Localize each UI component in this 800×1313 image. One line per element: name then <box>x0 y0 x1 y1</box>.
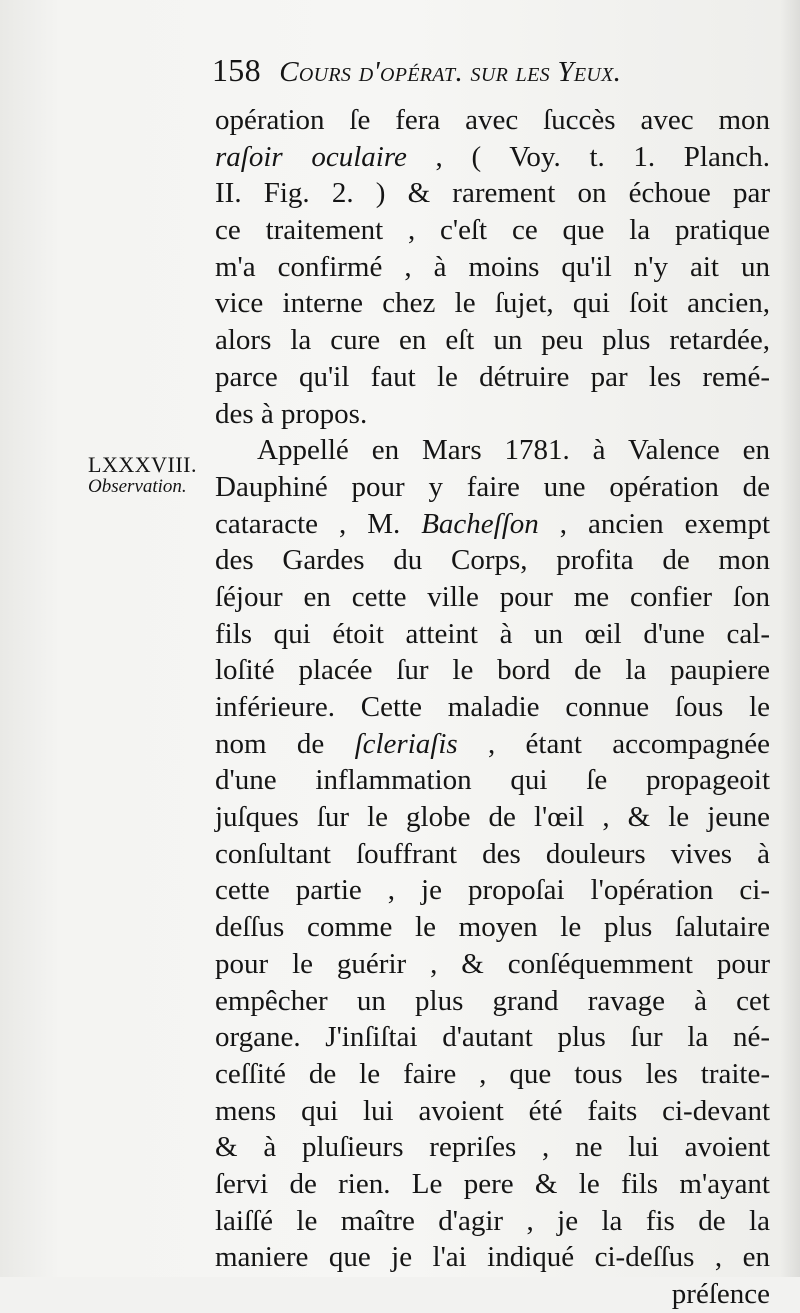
text-segment: empêcher un plus grand ravage à cet <box>215 984 770 1017</box>
text-line <box>215 1056 770 1093</box>
running-header <box>212 52 772 96</box>
italic-term: Bacheſſon <box>421 507 539 540</box>
text-segment: inférieure. Cette maladie connue ſous le <box>215 691 770 723</box>
text-segment: Appellé en Mars 1781. à Valence en <box>257 434 770 467</box>
text-line <box>215 359 770 396</box>
text-segment: ſervi de rien. Le pere & le fils m'ayant <box>215 1167 770 1200</box>
text-line <box>215 469 770 506</box>
observation-label: Observation. <box>88 476 187 497</box>
text-segment: vice interne chez le ſujet, qui ſoit ancien, <box>215 287 770 320</box>
text-line <box>215 689 770 726</box>
text-line <box>215 909 770 946</box>
text-segment: préſence <box>671 1278 770 1310</box>
text-line <box>215 1203 770 1240</box>
text-segment: , étant accompagnée <box>457 727 770 760</box>
page-number: 158 <box>212 52 261 88</box>
text-segment: pour le guérir , & conſéquemment pour <box>215 947 770 980</box>
text-segment: alors la cure en eſt un peu plus retardée, <box>215 324 770 357</box>
text-line <box>215 983 770 1020</box>
text-line <box>215 872 770 909</box>
italic-term: raſoir oculaire <box>215 140 407 173</box>
text-line <box>215 212 770 249</box>
text-line <box>215 1239 770 1276</box>
text-line <box>215 139 770 176</box>
text-segment: nom de <box>215 727 355 760</box>
text-segment: mens qui lui avoient été faits ci-devant <box>215 1094 770 1127</box>
text-segment: & à pluſieurs repriſes , ne lui avoient <box>215 1131 770 1164</box>
text-line <box>215 1019 770 1056</box>
italic-term: ſcleriaſis <box>354 727 458 760</box>
text-line <box>215 396 770 433</box>
text-segment: loſité placée ſur le bord de la paupiere <box>215 654 770 687</box>
text-segment: conſultant ſouffrant des douleurs vives à <box>215 837 770 870</box>
text-line <box>215 432 770 469</box>
text-line <box>215 506 770 543</box>
text-line <box>215 1093 770 1130</box>
text-line <box>215 1129 770 1166</box>
text-line <box>215 726 770 763</box>
text-segment: maniere que je l'ai indiqué ci-deſſus , en <box>215 1241 770 1274</box>
text-line <box>215 1166 770 1203</box>
text-line <box>215 542 770 579</box>
text-segment: fils qui étoit atteint à un œil d'une cal- <box>215 617 770 650</box>
text-segment: des Gardes du Corps, profita de mon <box>215 544 770 577</box>
text-line <box>215 762 770 799</box>
body-text <box>215 102 770 1313</box>
observation-number: LXXXVIII. <box>88 452 197 477</box>
text-line <box>215 799 770 836</box>
running-title: Cours d'opérat. sur les Yeux. <box>279 56 622 88</box>
text-segment: deſſus comme le moyen le plus ſalutaire <box>215 911 770 944</box>
text-segment: juſques ſur le globe de l'œil , & le jeune <box>215 801 770 834</box>
text-segment: , ancien exempt <box>538 507 770 540</box>
text-segment: Dauphiné pour y faire une opération de <box>215 470 770 503</box>
text-line <box>215 836 770 873</box>
text-line <box>215 249 770 286</box>
text-line <box>215 652 770 689</box>
text-line <box>215 285 770 322</box>
text-segment: ſéjour en cette ville pour me confier ſon <box>215 580 770 613</box>
text-segment: des à propos. <box>215 397 368 430</box>
text-segment: parce qu'il faut le détruire par les remé- <box>215 360 770 393</box>
text-segment: laiſſé le maître d'agir , je la fis de la <box>215 1204 770 1237</box>
text-segment: , ( Voy. t. 1. Planch. <box>406 140 770 173</box>
text-line <box>215 946 770 983</box>
text-segment: II. Fig. 2. ) & rarement on échoue par <box>215 177 770 210</box>
text-segment: cette partie , je propoſai l'opération ci- <box>215 874 770 907</box>
text-segment: ceſſité de le faire , que tous les traite- <box>215 1057 770 1090</box>
text-segment: m'a confirmé , à moins qu'il n'y ait un <box>215 250 770 283</box>
text-line <box>215 175 770 212</box>
text-segment: cataracte , M. <box>215 507 422 540</box>
text-segment: ce traitement , c'eſt ce que la pratique <box>215 214 770 247</box>
text-segment: opération ſe fera avec ſuccès avec mon <box>215 104 770 136</box>
text-segment: d'une inflammation qui ſe propageoit <box>215 764 770 797</box>
text-segment: organe. J'inſiſtai d'autant plus ſur la né- <box>215 1021 770 1054</box>
text-line <box>215 616 770 653</box>
text-line <box>215 579 770 616</box>
text-line <box>215 102 770 139</box>
text-line <box>215 1276 770 1313</box>
text-line <box>215 322 770 359</box>
